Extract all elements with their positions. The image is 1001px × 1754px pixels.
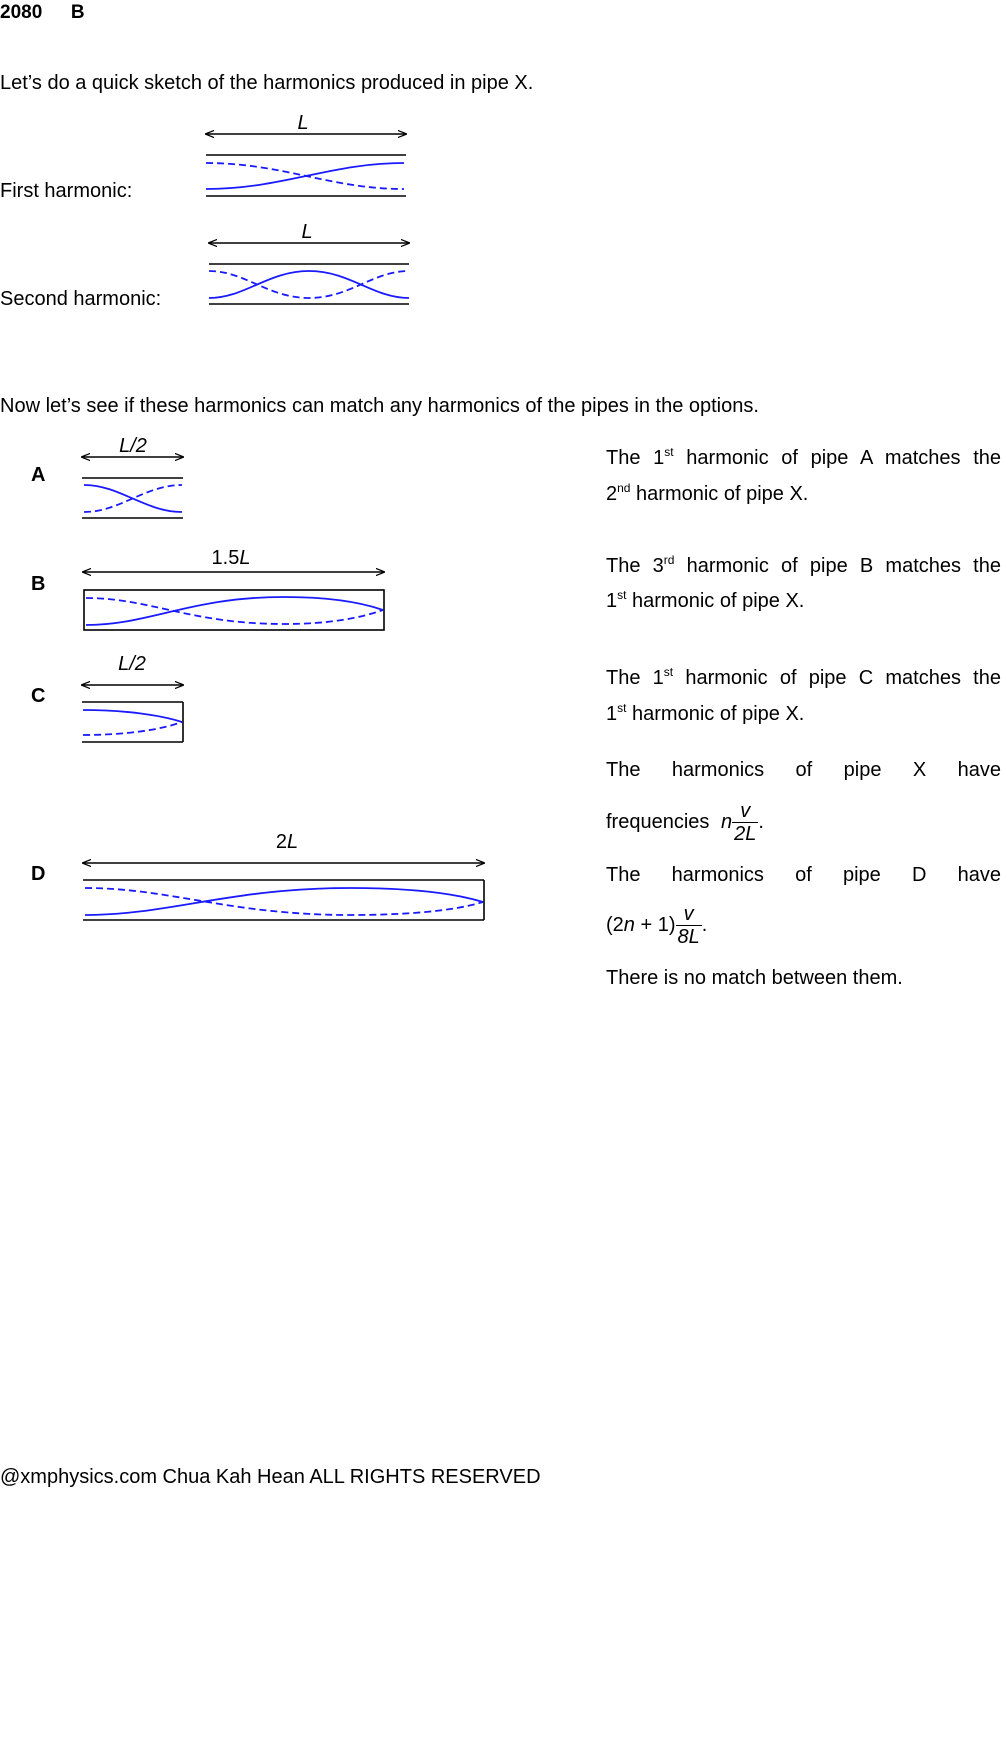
option-c-explanation-line2: 1st harmonic of pipe X. (606, 701, 805, 725)
option-b-diagram (83, 547, 384, 630)
wave-solid (209, 271, 409, 298)
question-number: 2080 (0, 2, 43, 23)
wave-solid (84, 485, 182, 512)
intro-text: Let’s do a quick sketch of the harmonics produced in pipe X. (0, 72, 534, 94)
length-label: 1.5L (211, 547, 251, 569)
second-harmonic-label: Second harmonic: (0, 288, 162, 310)
options-intro-text: Now let’s see if these harmonics can match any harmonics of the pipes in the options. (0, 395, 759, 417)
pipe-x-frequency-formula: frequencies n $\frac{v}{2L}$ . (606, 800, 764, 846)
option-a-explanation-line2: 2nd harmonic of pipe X. (606, 481, 809, 505)
option-a-diagram (82, 435, 183, 518)
option-c-explanation: The 1st harmonic of pipe C matches the (606, 665, 1001, 689)
pipe-d-frequency-formula: (2n + 1) $\frac{v}{8L}$ . (606, 903, 708, 949)
length-label: L/2 (118, 653, 146, 675)
option-b-explanation: The 3rd harmonic of pipe B matches the (606, 553, 1001, 577)
pipe-x-harmonics-line: The harmonics of pipe X have (606, 759, 1001, 781)
wave-dashed (83, 722, 182, 735)
pipe-d-harmonics-line: The harmonics of pipe D have (606, 864, 1001, 886)
answer-letter: B (70, 2, 85, 23)
wave-dashed (209, 271, 409, 298)
pipe-x-second-harmonic-diagram (209, 221, 409, 304)
option-b-explanation-line2: 1st harmonic of pipe X. (606, 588, 805, 612)
wave-solid (83, 710, 182, 722)
pipe-body (84, 590, 384, 630)
option-a-explanation: The 1st harmonic of pipe A matches the (606, 445, 1001, 469)
option-b-letter: B (31, 573, 46, 595)
conclusion-text: There is no match between them. (606, 967, 903, 989)
first-harmonic-label: First harmonic: (0, 180, 133, 202)
option-a-letter: A (31, 464, 46, 486)
wave-dashed (206, 163, 404, 189)
copyright-footer: @xmphysics.com Chua Kah Hean ALL RIGHTS RESERVED (0, 1466, 541, 1488)
length-label: L/2 (119, 435, 147, 457)
length-label: 2L (275, 831, 299, 853)
length-label: L (301, 221, 313, 243)
option-c-letter: C (31, 685, 46, 707)
pipe-x-first-harmonic-diagram (206, 112, 406, 196)
option-d-letter: D (31, 863, 46, 885)
option-d-diagram (83, 831, 484, 920)
option-c-diagram (82, 653, 183, 742)
length-label: L (297, 112, 309, 134)
